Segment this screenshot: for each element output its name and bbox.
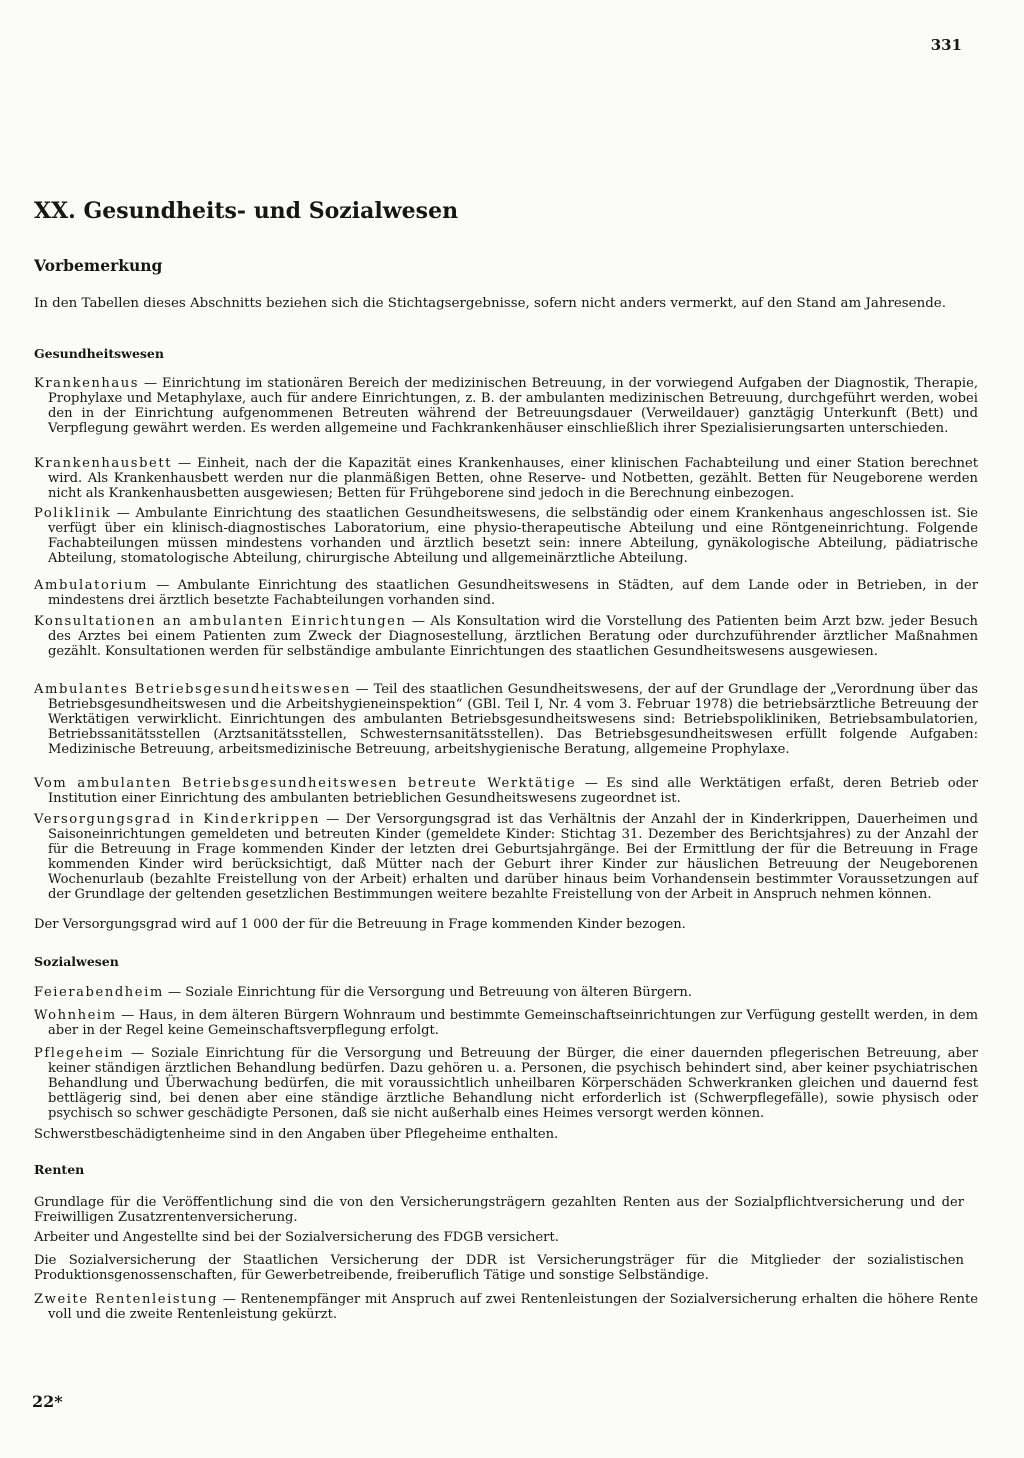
sozialwesen-heading: Sozialwesen	[34, 954, 119, 969]
definition-text: — Ambulante Einrichtung des staatlichen Gesundheitswesens in Städten, auf dem Lande oder in Betrieben, in der mindestens drei ärztlich besetzte Fachabteilungen vorhanden sind.	[48, 578, 978, 608]
definition-term: Krankenhausbett	[34, 456, 173, 471]
definition-text: — Soziale Einrichtung für die Versorgung und Betreuung der Bürger, die einer dauernden pflegerischen Betreuung, aber keiner ständigen ärztlichen Behandlung bedürfen. Dazu gehören u. a. Personen, die psychisch behindert sind, aber keiner psychiatrischen Behandlung und Überwachung bedürfen, die mit voraussichtlich unheilbaren Körperschäden Schwerkranken gleichen und dauernd fest bettlägerig sind, bei denen aber eine ständige ärztliche Behandlung nicht erforderlich ist (Schwerpflegefälle), sowie physisch oder psychisch so schwer geschädigte Personen, daß sie nicht außerhalb eines Heimes versorgt werden können.	[48, 1046, 978, 1121]
definition-wohnheim	[34, 1008, 978, 1038]
definition-krankenhaus	[34, 376, 978, 436]
definition-term: Poliklinik	[34, 506, 112, 521]
definition-betreute-werktaetige	[34, 776, 978, 806]
definition-text: — Haus, in dem älteren Bürgern Wohnraum und bestimmte Gemeinschaftseinrichtungen zur Verfügung gestellt werden, in dem aber in der Regel keine Gemeinschaftsverpflegung erfolgt.	[48, 1008, 978, 1038]
renten-paragraph-1: Grundlage für die Veröffentlichung sind die von den Versicherungsträgern gezahlten Renten aus der Sozialpflichtversicherung und der Freiwilligen Zusatzrentenversicherung.	[34, 1195, 964, 1225]
vorbemerkung-heading: Vorbemerkung	[34, 256, 163, 275]
definition-zweite-rentenleistung	[34, 1292, 978, 1322]
definition-text: — Der Versorgungsgrad ist das Verhältnis der Anzahl der in Kinderkrippen, Dauerheimen und Saisoneinrichtungen gemeldeten und betreuten Kinder (gemeldete Kinder: Stichtag 31. Dezember des Berichtsjahres) zu der Anzahl der für die Betreuung in Frage kommenden Kinder der letzten drei Geburtsjahrgänge. Bei der Ermittlung der für die Betreuung in Frage kommenden Kinder wird berücksichtigt, daß Mütter nach der Geburt ihrer Kinder zur häuslichen Betreuung der Neugeborenen Wochenurlaub (bezahlte Freistellung von der Arbeit) erhalten und darüber hinaus beim Vorhandensein bestimmter Voraussetzungen auf der Grundlage der geltenden gesetzlichen Bestimmungen weitere bezahlte Freistellung von der Arbeit in Anspruch nehmen können.	[48, 812, 978, 902]
definition-poliklinik	[34, 506, 978, 566]
definition-term: Feierabendheim	[34, 985, 164, 1000]
definition-text: — Es sind alle Werktätigen erfaßt, deren Betrieb oder Institution einer Einrichtung des ambulanten betrieblichen Gesundheitswesens zugeordnet ist.	[48, 776, 978, 806]
definition-term: Konsultationen an ambulanten Einrichtungen	[34, 614, 407, 629]
definition-text: — Ambulante Einrichtung des staatlichen Gesundheitswesens, die selbständig oder einem Krankenhaus angeschlossen ist. Sie verfügt über ein klinisch-diagnostisches Laboratorium, eine physio-therapeutische Abteilung und eine Röntgeneinrichtung. Folgende Fachabteilungen müssen mindestens vorhanden und ärztlich besetzt sein: innere Abteilung, gynäkologische Abteilung, pädiatrische Abteilung, stomatologische Abteilung, chirurgische Abteilung und allgemeinärztliche Abteilung.	[48, 506, 978, 566]
definition-term: Wohnheim	[34, 1008, 117, 1023]
renten-paragraph-2: Arbeiter und Angestellte sind bei der Sozialversicherung des FDGB versichert.	[34, 1230, 559, 1245]
definition-term: Zweite Rentenleistung	[34, 1292, 218, 1307]
definition-konsultationen	[34, 614, 978, 659]
pflegeheim-note: Schwerstbeschädigtenheime sind in den Angaben über Pflegeheime enthalten.	[34, 1127, 559, 1142]
page-number: 331	[930, 36, 962, 54]
definition-betriebsgesundheitswesen	[34, 682, 978, 757]
vorbemerkung-intro: In den Tabellen dieses Abschnitts beziehen sich die Stichtagsergebnisse, sofern nicht anders vermerkt, auf den Stand am Jahresende.	[34, 296, 946, 311]
definition-text: — Einrichtung im stationären Bereich der medizinischen Betreuung, in der vorwiegend Aufgaben der Diagnostik, Therapie, Prophylaxe und Metaphylaxe, auch für andere Einrichtungen, z. B. der ambulanten medizinischen Betreuung, durchgeführt werden, wobei den in der Einrichtung aufgenommenen Betreuten während der Betreuungsdauer (Verweildauer) ganztägig Unterkunft (Bett) und Verpflegung gewährt werden. Es werden allgemeine und Fachkrankenhäuser einschließlich ihrer Spezialisierungsarten unterschieden.	[48, 376, 978, 436]
gesundheitswesen-heading: Gesundheitswesen	[34, 346, 164, 361]
definition-term: Pflegeheim	[34, 1046, 125, 1061]
definition-versorgungsgrad	[34, 812, 978, 902]
versorgungsgrad-note: Der Versorgungsgrad wird auf 1 000 der für die Betreuung in Frage kommenden Kinder bezogen.	[34, 917, 686, 932]
definition-term: Vom ambulanten Betriebsgesundheitswesen betreute Werktätige	[34, 776, 577, 791]
definition-text: — Einheit, nach der die Kapazität eines Krankenhauses, einer klinischen Fachabteilung und einer Station berechnet wird. Als Krankenhausbett werden nur die planmäßigen Betten, ohne Reserve- und Notbetten, gezählt. Betten für Neugeborene werden nicht als Krankenhausbetten ausgewiesen; Betten für Frühgeborene sind jedoch in die Berechnung einbezogen.	[48, 456, 978, 501]
renten-heading: Renten	[34, 1162, 85, 1177]
definition-term: Versorgungsgrad in Kinderkrippen	[34, 812, 320, 827]
definition-text: — Soziale Einrichtung für die Versorgung und Betreuung von älteren Bürgern.	[163, 985, 692, 1000]
definition-text: — Als Konsultation wird die Vorstellung des Patienten beim Arzt bzw. jeder Besuch des Arztes bei einem Patienten zum Zweck der Diagnosestellung, ärztlichen Beratung oder durchzuführender ärztlicher Maßnahmen gezählt. Konsultationen werden für selbständige ambulante Einrichtungen des staatlichen Gesundheitswesens ausgewiesen.	[48, 614, 978, 659]
definition-term: Krankenhaus	[34, 376, 140, 391]
renten-paragraph-3: Die Sozialversicherung der Staatlichen Versicherung der DDR ist Versicherungsträger für die Mitglieder der sozialistischen Produktionsgenossenschaften, für Gewerbetreibende, freiberuflich Tätige und sonstige Selbständige.	[34, 1253, 964, 1283]
definition-ambulatorium	[34, 578, 978, 608]
sheet-signature-mark: 22*	[32, 1392, 63, 1411]
chapter-title: XX. Gesundheits- und Sozialwesen	[34, 198, 459, 224]
definition-feierabendheim	[34, 985, 978, 1000]
definition-term: Ambulantes Betriebsgesundheitswesen	[34, 682, 351, 697]
definition-krankenhausbett	[34, 456, 978, 501]
definition-term: Ambulatorium	[34, 578, 148, 593]
definition-text: — Rentenempfänger mit Anspruch auf zwei Rentenleistungen der Sozialversicherung erhalten die höhere Rente voll und die zweite Rentenleistung gekürzt.	[48, 1292, 978, 1322]
definition-pflegeheim	[34, 1046, 978, 1121]
definition-text: — Teil des staatlichen Gesundheitswesens, der auf der Grundlage der „Verordnung über das Betriebsgesundheitswesen und die Arbeitshygieneinspektion“ (GBl. Teil I, Nr. 4 vom 3. Februar 1978) die betriebsärztliche Betreuung der Werktätigen verwirklicht. Einrichtungen des ambulanten Betriebsgesundheitswesens sind: Betriebspolikliniken, Betriebsambulatorien, Betriebssanitätsstellen (Arztsanitätsstellen, Schwesternsanitätsstellen). Das Betriebsgesundheitswesen erfüllt folgende Aufgaben: Medizinische Betreuung, arbeitsmedizinische Betreuung, arbeitshygienische Beratung, allgemeine Prophylaxe.	[48, 682, 978, 757]
